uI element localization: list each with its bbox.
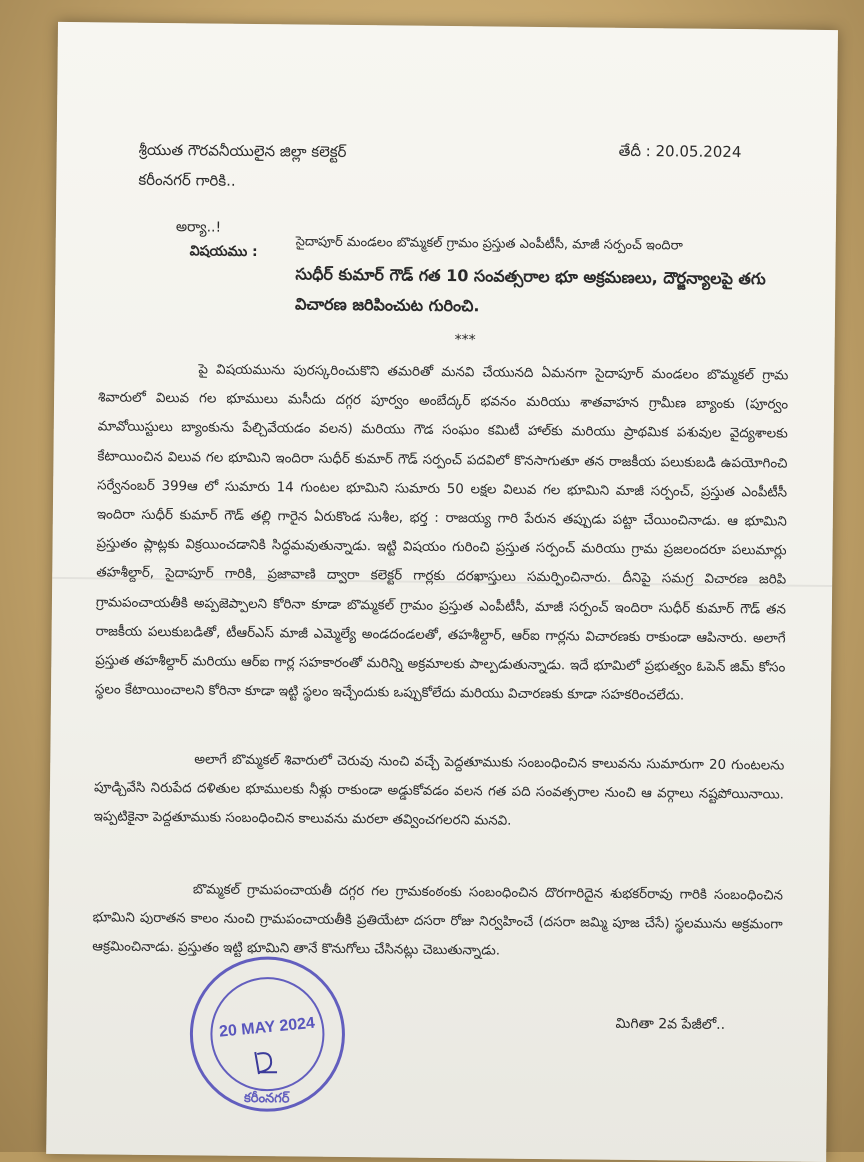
body-paragraph-2 — [94, 744, 785, 839]
salutation: అర్యా..! — [175, 219, 222, 236]
indent — [94, 762, 194, 763]
separator-stars: *** — [454, 332, 476, 349]
subject-line-3: విచారణ జరిపించుట గురించి. — [294, 294, 480, 316]
stamp-date: 20 MAY 2024 — [218, 1014, 316, 1041]
addressee-line-1: శ్రీయుత గౌరవనీయులైన జిల్లా కలెక్టర్ — [138, 140, 347, 161]
subject-label: విషయము : — [189, 243, 258, 261]
letter-page — [46, 22, 838, 1162]
paragraph-2-text: అలాగే బొమ్మకల్ శివారులో చెరువు నుంచి వచ్చే పెద్దతూముకు సంబంధించిన కాలువను సుమారుగా 20 గుంటలను పూడ్చివేసి నిరుపేద దళితుల భూములకు నీళ్లు రాకుండా అడ్డుకోవడం వలన గత పది సంవత్సరాల నుంచి ఆ వర్గాలు నష్టపోయినాయి. ఇప్పటికైనా పెద్దతూముకు సంబంధించిన కాలువను మరలా తవ్వించగలరని మనవి. — [93, 752, 785, 830]
subject-line-2: సుధీర్ కుమార్ గౌడ్ గత 10 సంవత్సరాల భూ అక్రమణలు, దౌర్జన్యాలపై తగు — [295, 264, 766, 289]
indent — [98, 372, 198, 373]
addressee-line-2: కరీంనగర్ గారికి.. — [138, 170, 236, 190]
indent — [93, 892, 193, 893]
paragraph-3-text: బొమ్మకల్ గ్రామపంచాయతీ దగ్గర గల గ్రామకంఠంకు సంబంధించిన దొరగారిదైన శుభకర్‌రావు గారికి సంబంధించిన భూమిని పురాతన కాలం నుంచి గ్రామపంచాయతీకి ప్రతియేటా దసరా రోజు నిర్వహించే (దసరా జమ్మి పూజ చేసే) స్థలమును అక్రమంగా ఆక్రమించినాడు. ప్రస్తుతం ఇట్టి భూమిని తానే కొనుగోలు చేసినట్లు చెబుతున్నాడు. — [92, 882, 783, 960]
paragraph-1-text: పై విషయమును పురస్కరించుకొని తమరితో మనవి చేయునది ఏమనగా సైదాపూర్ మండలం బొమ్మకల్ గ్రామ శివారులో విలువ గల భూములు మసీదు దగ్గర పూర్వం అంబేద్కర్ భవనం మరియు శాతవాహన గ్రామీణ బ్యాంకు (పూర్వం మావోయిస్టులు బ్యాంకును పేల్చివేయడం వలన) మరియు గౌడ సంఘం కమిటీ హాల్‌కు మరియు ప్రాథమిక పశువుల వైద్యశాలకు కేటాయించిన విలువ గల భూమిని ఇందిరా సుధీర్ కుమార్ గౌడ్ సర్పంచ్ పదవిలో కొనసాగుతూ తన రాజకీయ పలుకుబడి ఉపయోగించి సర్వేనంబర్ 399ఆ లో సుమారు 14 గుంటల భూమిని సుమారు 50 లక్షల విలువ గల భూమిని మాజీ సర్పంచ్, ప్రస్తుత ఎంపీటీసీ ఇందిరా సుధీర్ కుమార్ గౌడ్ తల్లి గారైన ఏరుకొండ సుశీల, భర్త : రాజయ్య గారి పేరున తప్పుడు పట్టా చేయించినాడు. ఆ భూమిని ప్రస్తుతం ప్లాట్లకు విక్రయించడానికి సిద్ధమవుతున్నాడు. ఇట్టి విషయం గురించి ప్రస్తుత సర్పంచ్ మరియు గ్రామ ప్రజలందరూ పలుమార్లు తహశీల్దార్, సైదాపూర్ గారికి, ప్రజావాణి ద్వారా కలెక్టర్ గార్లకు దరఖాస్తులు సమర్పించినారు. దీనిపై సమగ్ర విచారణ జరిపి గ్రామపంచాయతీకి అప్పజెప్పాలని కోరినా కూడా బొమ్మకల్ గ్రామం ప్రస్తుత ఎంపీటీసీ, మాజీ సర్పంచ్ ఇందిరా సుధీర్ కుమార్ గౌడ్ తన రాజకీయ పలుకుబడితో, టీఆర్ఎస్ మాజీ ఎమ్మెల్యే అండదండలతో, తహశీల్దార్, ఆర్ఐ గార్లను విచారణకు రాకుండా ఆపినారు. అలాగే ప్రస్తుత తహశీల్దార్ మరియు ఆర్ఐ గార్ల సహకారంతో మరిన్ని అక్రమాలకు పాల్పడుతున్నాడు. ఇదే భూమిలో ప్రభుత్వం ఓపెన్ జిమ్ కోసం స్థలం కేటాయించాలని కోరినా కూడా ఇట్టి స్థలం ఇచ్చేందుకు ఒప్పుకోలేదు మరియు విచారణకు కూడా సహకరించలేదు. — [94, 362, 789, 704]
stamp-signature-mark — [255, 1052, 277, 1074]
subject-line-1: సైదాపూర్ మండలం బొమ్మకల్ గ్రామం ప్రస్తుత ఎంపీటీసీ, మాజీ సర్పంచ్ ఇందిరా — [295, 234, 683, 254]
body-paragraph-1 — [95, 354, 789, 712]
continued-note: మిగితా 2వ పేజీలో.. — [615, 1015, 726, 1033]
stamp-ring-text: కరీంనగర్ — [243, 1090, 290, 1107]
received-stamp — [185, 951, 351, 1117]
letter-date: తేదీ : 20.05.2024 — [618, 141, 742, 162]
